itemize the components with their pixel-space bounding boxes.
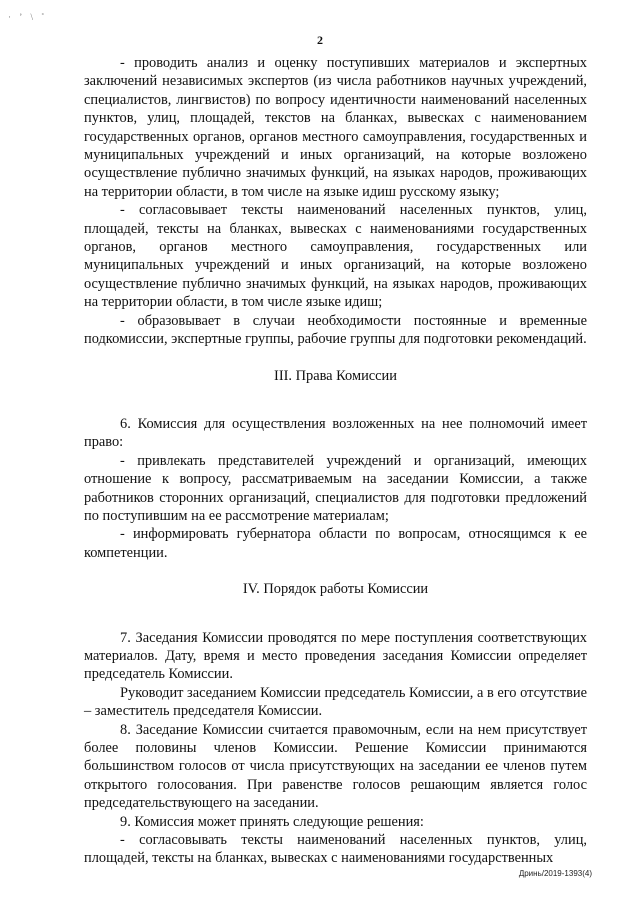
paragraph-approve-names: - согласовывать тексты наименований населенных пунктов, улиц, площадей, тексты на бланках, вывесках с наименованиями государственных [84,832,587,867]
document-body [84,54,587,868]
section-heading-rights: III. Права Комиссии [274,367,397,384]
paragraph-item-8: 8. Заседание Комиссии считается правомочным, если на нем присутствует более половины членов Комиссии. Решение Комиссии принимаются большинством голосов от числа присутствующих на заседании ее членов путем открытого голосования. При равенстве голосов решающим является голос председательствующего на заседании. [84,721,587,812]
paragraph-item-6: 6. Комиссия для осуществления возложенных на нее полномочий имеет право: [84,415,587,451]
document-code: Дринь/2019-1393(4) [518,869,592,878]
paragraph-inform-governor: - информировать губернатора области по вопросам, относящимся к ее компетенции. [84,526,587,561]
paragraph-item-9: 9. Комиссия может принять следующие решения: [120,813,424,830]
paragraph-item-7: 7. Заседания Комиссии проводятся по мере поступления соответствующих материалов. Дату, время и место проведения заседания Комиссии определяет председатель Комиссии. [84,629,587,683]
paragraph-invite-representatives: - привлекать представителей учреждений и организаций, имеющих отношение к вопросу, рассматриваемым на заседании Комиссии, а также работников сторонних организаций, специалистов для подготовки предложений по поступившим на ее рассмотрение материалам; [84,452,587,524]
section-heading-procedure: IV. Порядок работы Комиссии [242,581,429,598]
paragraph-analysis: - проводить анализ и оценку поступивших материалов и экспертных заключений независимых экспертов (из числа работников научных учреждений, специалистов, лингвистов) по вопросу идентичности наименований населенных пунктов, улиц, площадей, текстов на бланках, вывесках с наименованием государственных органов, органов местного самоуправления, государственных и муниципальных учреждений и иных организаций, на которые возложено осуществление публично значимых функций, на языках народов, проживающих на территории области, в том числе на языке идиш русскому языку; [84,55,587,200]
paragraph-approve-texts: - согласовывает тексты наименований населенных пунктов, улиц, площадей, тексты на бланках, вывесках с наименованиями государственных органов, органов местного самоуправления, государственных или муниципальных учреждений и иных организаций, на которые возложено осуществление публично значимых функций, на языках народов, проживающих на территории области, в том числе языке идиш; [84,202,587,311]
paragraph-chairman: Руководит заседанием Комиссии председатель Комиссии, а в его отсутствие – заместитель председателя Комиссии. [84,684,587,720]
scan-artifact: · ʼ \ ˚ [8,12,48,22]
paragraph-subcommissions: - образовывает в случаи необходимости постоянные и временные подкомиссии, экспертные группы, рабочие группы для подготовки рекомендаций. [84,312,587,348]
page-number: 2 [317,33,323,47]
